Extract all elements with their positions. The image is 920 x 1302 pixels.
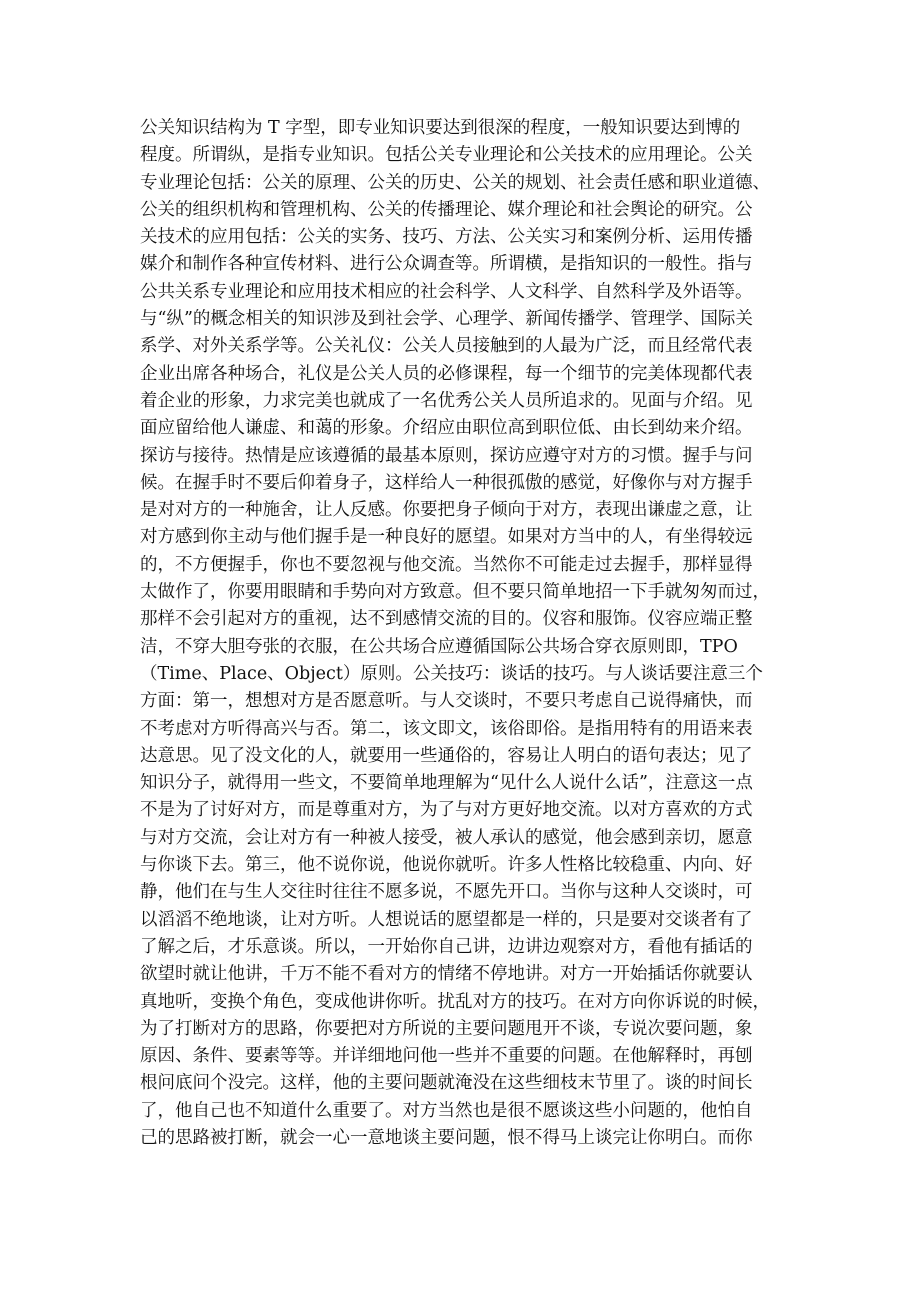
text-line: 对方感到你主动与他们握手是一种良好的愿望。如果对方当中的人，有坐得较远	[140, 527, 753, 548]
text-line: 达意思。见了没文化的人，就要用一些通俗的，容易让人明白的语句表达；见了	[140, 745, 753, 766]
text-line: 专业理论包括：公关的原理、公关的历史、公关的规划、社会责任感和职业道德、	[140, 172, 770, 193]
text-line: 与你谈下去。第三，他不说你说，他说你就听。许多人性格比较稳重、内向、好	[140, 855, 753, 876]
text-line: 与对方交流，会让对方有一种被人接受，被人承认的感觉，他会感到亲切，愿意	[140, 827, 753, 848]
text-line: 那样不会引起对方的重视，达不到感情交流的目的。仪容和服饰。仪容应端正整	[140, 609, 753, 630]
text-line: 以滔滔不绝地谈，让对方听。人想说话的愿望都是一样的，只是要对交谈者有了	[140, 909, 753, 930]
text-line: 不考虑对方听得高兴与否。第二，该文即文，该俗即俗。是指用特有的用语来表	[140, 718, 753, 739]
text-line: 是对对方的一种施舍，让人反感。你要把身子倾向于对方，表现出谦虚之意，让	[140, 500, 753, 521]
text-line: 静，他们在与生人交往时往往不愿多说，不愿先开口。当你与这种人交谈时，可	[140, 882, 753, 903]
text-line: 系学、对外关系学等。公关礼仪：公关人员接触到的人最为广泛，而且经常代表	[140, 336, 753, 357]
text-line: 方面：第一，想想对方是否愿意听。与人交谈时，不要只考虑自己说得痛快，而	[140, 691, 753, 712]
text-line: 不是为了讨好对方，而是尊重对方，为了与对方更好地交流。以对方喜欢的方式	[140, 800, 753, 821]
text-line: 探访与接待。热情是应该遵循的最基本原则，探访应遵守对方的习惯。握手与问	[140, 445, 753, 466]
text-line: 程度。所谓纵，是指专业知识。包括公关专业理论和公关技术的应用理论。公关	[140, 145, 753, 166]
document-body	[140, 115, 795, 1152]
text-line: 企业出席各种场合，礼仪是公关人员的必修课程，每一个细节的完美体现都代表	[140, 363, 753, 384]
text-line: 与“纵”的概念相关的知识涉及到社会学、心理学、新闻传播学、管理学、国际关	[140, 309, 753, 330]
text-line: 着企业的形象，力求完美也就成了一名优秀公关人员所追求的。见面与介绍。见	[140, 390, 753, 411]
text-line: 公共关系专业理论和应用技术相应的社会科学、人文科学、自然科学及外语等。	[140, 281, 753, 302]
text-line: 公关的组织机构和管理机构、公关的传播理论、媒介理论和社会舆论的研究。公	[140, 199, 753, 220]
text-line: 的，不方便握手，你也不要忽视与他交流。当然你不可能走过去握手，那样显得	[140, 554, 753, 575]
text-line: 根问底问个没完。这样，他的主要问题就淹没在这些细枝末节里了。谈的时间长	[140, 1073, 753, 1094]
text-line: 真地听，变换个角色，变成他讲你听。扰乱对方的技巧。在对方向你诉说的时候，	[140, 991, 770, 1012]
text-line: 关技术的应用包括：公关的实务、技巧、方法、公关实习和案例分析、运用传播	[140, 227, 753, 248]
text-line: 洁，不穿大胆夸张的衣服，在公共场合应遵循国际公共场合穿衣原则即，TPO	[140, 636, 738, 657]
text-line: 媒介和制作各种宣传材料、进行公众调查等。所谓横，是指知识的一般性。指与	[140, 254, 753, 275]
text-line: 知识分子，就得用一些文，不要简单地理解为“见什么人说什么话”，注意这一点	[140, 773, 753, 794]
text-line: 原因、条件、要素等等。并详细地问他一些并不重要的问题。在他解释时，再刨	[140, 1046, 753, 1067]
text-line: 了，他自己也不知道什么重要了。对方当然也是很不愿谈这些小问题的，他怕自	[140, 1100, 753, 1121]
text-line: 己的思路被打断，就会一心一意地谈主要问题，恨不得马上谈完让你明白。而你	[140, 1127, 753, 1148]
text-line: 候。在握手时不要后仰着身子，这样给人一种很孤傲的感觉，好像你与对方握手	[140, 472, 753, 493]
text-line: 了解之后，才乐意谈。所以，一开始你自己讲，边讲边观察对方，看他有插话的	[140, 936, 753, 957]
text-line: 为了打断对方的思路，你要把对方所说的主要问题甩开不谈，专说次要问题，象	[140, 1018, 753, 1039]
text-line: 公关知识结构为 T 字型，即专业知识要达到很深的程度，一般知识要达到博的	[140, 118, 741, 138]
text-line: （Time、Place、Object）原则。公关技巧：谈话的技巧。与人谈话要注意三个	[140, 663, 763, 684]
text-line: 欲望时就让他讲，千万不能不看对方的情绪不停地讲。对方一开始插话你就要认	[140, 964, 753, 985]
text-line: 太做作了，你要用眼睛和手势向对方致意。但不要只简单地招一下手就匆匆而过，	[140, 582, 770, 603]
text-line: 面应留给他人谦虚、和蔼的形象。介绍应由职位高到职位低、由长到幼来介绍。	[140, 418, 753, 439]
